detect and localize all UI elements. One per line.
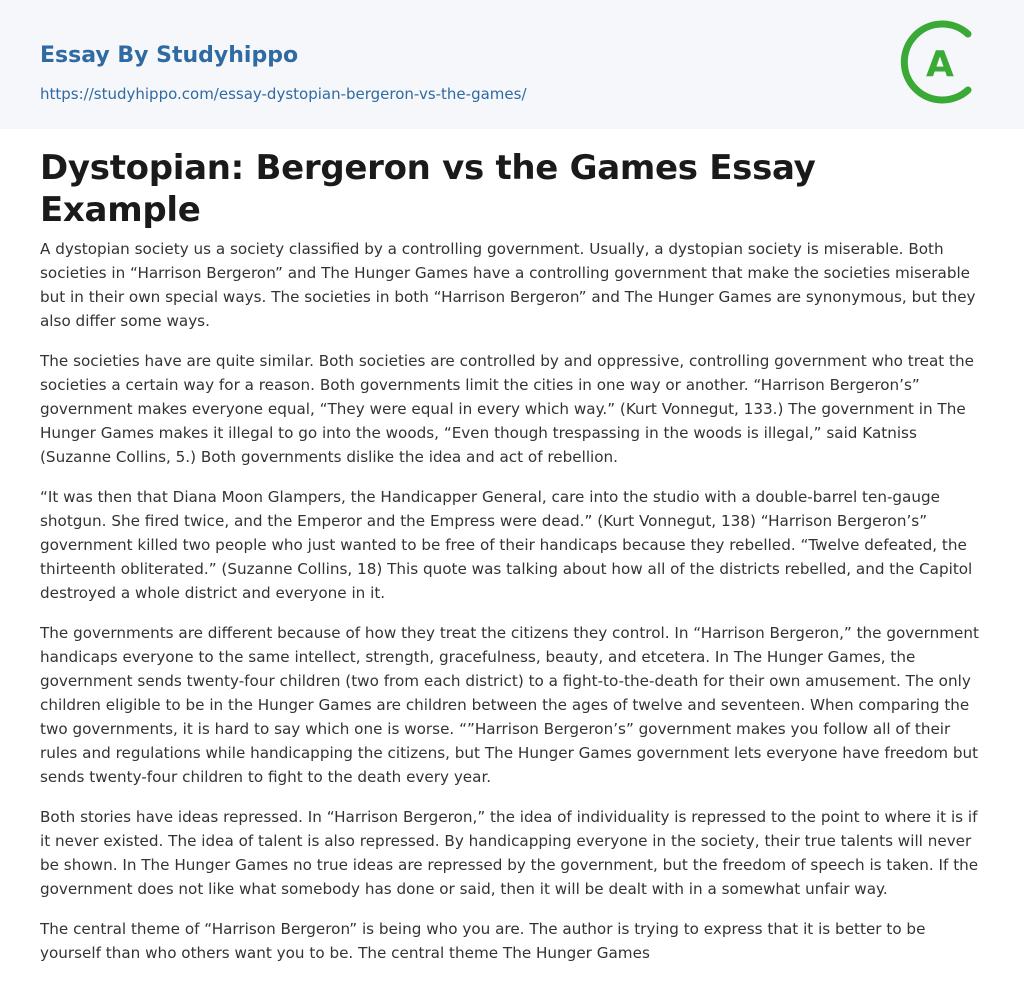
article-paragraph: Both stories have ideas repressed. In “Harrison Bergeron,” the idea of individuality is repressed to the point to where it is if it never existed. The idea of talent is also repressed. By handicapping everyone in the society, their true talents will never be shown. In The Hunger Games no true ideas are repressed by the government, but the freedom of speech is taken. If the government does not like what somebody has done or said, then it will be dealt with in a somewhat unfair way. [40, 808, 979, 898]
article-paragraph: The central theme of “Harrison Bergeron” is being who you are. The author is trying to express that it is better to be yourself than who others want you to be. The central theme The Hunger Games [40, 920, 926, 962]
article-paragraph: The governments are different because of how they treat the citizens they control. In “Harrison Bergeron,” the government handicaps everyone to the same intellect, strength, gracefulness, beauty, and etcetera. In The Hunger Games, the government sends twenty-four children (two from each district) to a fight-to-the-death for their own amusement. The only children eligible to be in the Hunger Games are children between the ages of twelve and seventeen. When comparing the two governments, it is hard to say which one is worse. “”Harrison Bergeron’s” government makes you follow all of their rules and regulations while handicapping the citizens, but The Hunger Games government lets everyone have freedom but sends twenty-four children to fight to the death every year. [40, 624, 979, 786]
article-paragraph: The societies have are quite similar. Both societies are controlled by and oppressive, controlling government who treat the societies a certain way for a reason. Both governments limit the cities in one way or another. “Harrison Bergeron’s” government makes everyone equal, “They were equal in every which way.” (Kurt Vonnegut, 133.) The government in The Hunger Games makes it illegal to go into the woods, “Even though trespassing in the woods is illegal,” said Katniss (Suzanne Collins, 5.) Both governments dislike the idea and act of rebellion. [40, 352, 974, 466]
studyhippo-logo-icon[interactable] [900, 20, 984, 104]
article-url-link[interactable]: https://studyhippo.com/essay-dystopian-bergeron-vs-the-games/ [40, 85, 527, 103]
site-header [0, 0, 1024, 129]
article [0, 129, 1024, 965]
article-paragraph: “It was then that Diana Moon Glampers, the Handicapper General, care into the studio with a double-barrel ten-gauge shotgun. She fired twice, and the Emperor and the Empress were dead.” (Kurt Vonnegut, 138) “Harrison Bergeron’s” government killed two people who just wanted to be free of their handicaps because they rebelled. “Twelve defeated, the thirteenth obliterated.” (Suzanne Collins, 18) This quote was talking about how all of the districts rebelled, and the Capitol destroyed a whole district and everyone in it. [40, 488, 973, 602]
article-title: Dystopian: Bergeron vs the Games Essay Example [40, 148, 816, 230]
article-paragraph: A dystopian society us a society classified by a controlling government. Usually, a dystopian society is miserable. Both societies in “Harrison Bergeron” and The Hunger Games have a controlling government that make the societies miserable but in their own special ways. The societies in both “Harrison Bergeron” and The Hunger Games are synonymous, but they also differ some ways. [40, 240, 976, 330]
logo-letter: A [926, 44, 954, 85]
site-brand[interactable]: Essay By Studyhippo [40, 43, 299, 68]
